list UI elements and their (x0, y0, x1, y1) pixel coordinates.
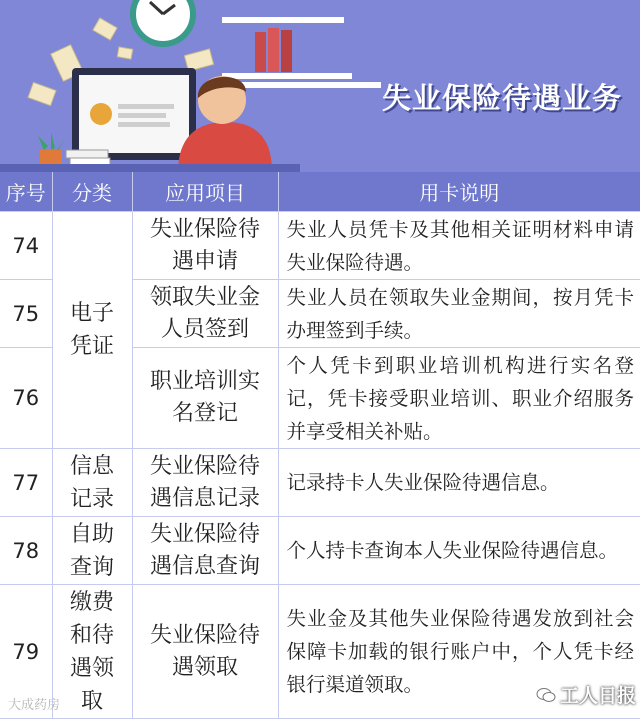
header-description: 用卡说明 (278, 172, 640, 212)
item-line: 失业保险待 (149, 622, 260, 648)
category-cell (52, 517, 132, 585)
description-cell: 失业人员在领取失业金期间，按月凭卡办理签到手续。 (278, 280, 640, 348)
item-line: 名登记 (171, 401, 238, 426)
watermark-right (536, 681, 636, 708)
item-line: 职业培训实 (149, 369, 260, 394)
header-category: 分类 (52, 172, 132, 212)
category-line: 信息 (69, 453, 114, 479)
item-line: 遇信息查询 (149, 553, 260, 579)
category-line: 和待 (69, 622, 114, 648)
item-line: 领取失业金 (149, 284, 260, 310)
shelf-bottom (222, 73, 352, 79)
table-row (0, 449, 640, 517)
book-icon (281, 30, 292, 72)
category-line: 自助 (69, 521, 114, 547)
item-line: 遇申请 (171, 248, 238, 274)
shelf-top (222, 17, 344, 23)
description-cell: 个人凭卡到职业培训机构进行实名登记，凭卡接受职业培训、职业介绍服务并享受相关补贴。 (278, 348, 640, 449)
category-cell (52, 212, 132, 449)
category-line: 电子 (69, 301, 114, 326)
item-line: 失业保险待 (149, 453, 260, 479)
category-line: 遇领 (69, 655, 114, 681)
banner (0, 0, 640, 172)
header-item: 应用项目 (132, 172, 278, 212)
item-line: 失业保险待 (149, 216, 260, 242)
benefits-table (0, 172, 640, 719)
item-line: 人员签到 (160, 316, 249, 342)
book-icon (255, 32, 266, 72)
description-cell: 失业金及其他失业保险待遇发放到社会保障卡加载的银行账户中，个人凭卡经银行渠道领取。 (278, 585, 640, 719)
item-cell (132, 348, 278, 449)
item-cell (132, 280, 278, 348)
table-header-row (0, 172, 640, 212)
description-cell: 记录持卡人失业保险待遇信息。 (278, 449, 640, 517)
header-number: 序号 (0, 172, 52, 212)
description-cell: 个人持卡查询本人失业保险待遇信息。 (278, 517, 640, 585)
item-line: 遇信息记录 (149, 485, 260, 511)
shelf-lower (235, 82, 381, 88)
category-cell (52, 449, 132, 517)
clock-icon (133, 0, 193, 44)
watermark-left-text: 大成药房 (8, 698, 61, 713)
row-number: 76 (0, 348, 52, 449)
item-cell (132, 585, 278, 719)
row-number: 78 (0, 517, 52, 585)
category-line: 缴费 (69, 589, 114, 615)
table-row (0, 517, 640, 585)
item-cell (132, 212, 278, 280)
description-cell: 失业人员凭卡及其他相关证明材料申请失业保险待遇。 (278, 212, 640, 280)
item-cell (132, 449, 278, 517)
item-cell (132, 517, 278, 585)
item-line: 遇领取 (171, 654, 238, 680)
watermark-right-text: 工人日报 (559, 685, 636, 707)
watermark-left (8, 694, 60, 713)
row-number: 75 (0, 280, 52, 348)
category-line: 记录 (69, 486, 114, 512)
category-line: 取 (80, 688, 103, 714)
item-line: 失业保险待 (149, 521, 260, 547)
wechat-icon (536, 687, 556, 703)
plant-icon (40, 150, 62, 164)
table-row (0, 212, 640, 280)
book-icon (268, 28, 279, 72)
row-number: 79 (0, 585, 52, 719)
row-number: 77 (0, 449, 52, 517)
row-number: 74 (0, 212, 52, 280)
banner-title: 失业保险待遇业务 (382, 81, 623, 115)
category-line: 查询 (69, 554, 114, 580)
category-cell (52, 585, 132, 719)
category-line: 凭证 (69, 334, 114, 359)
